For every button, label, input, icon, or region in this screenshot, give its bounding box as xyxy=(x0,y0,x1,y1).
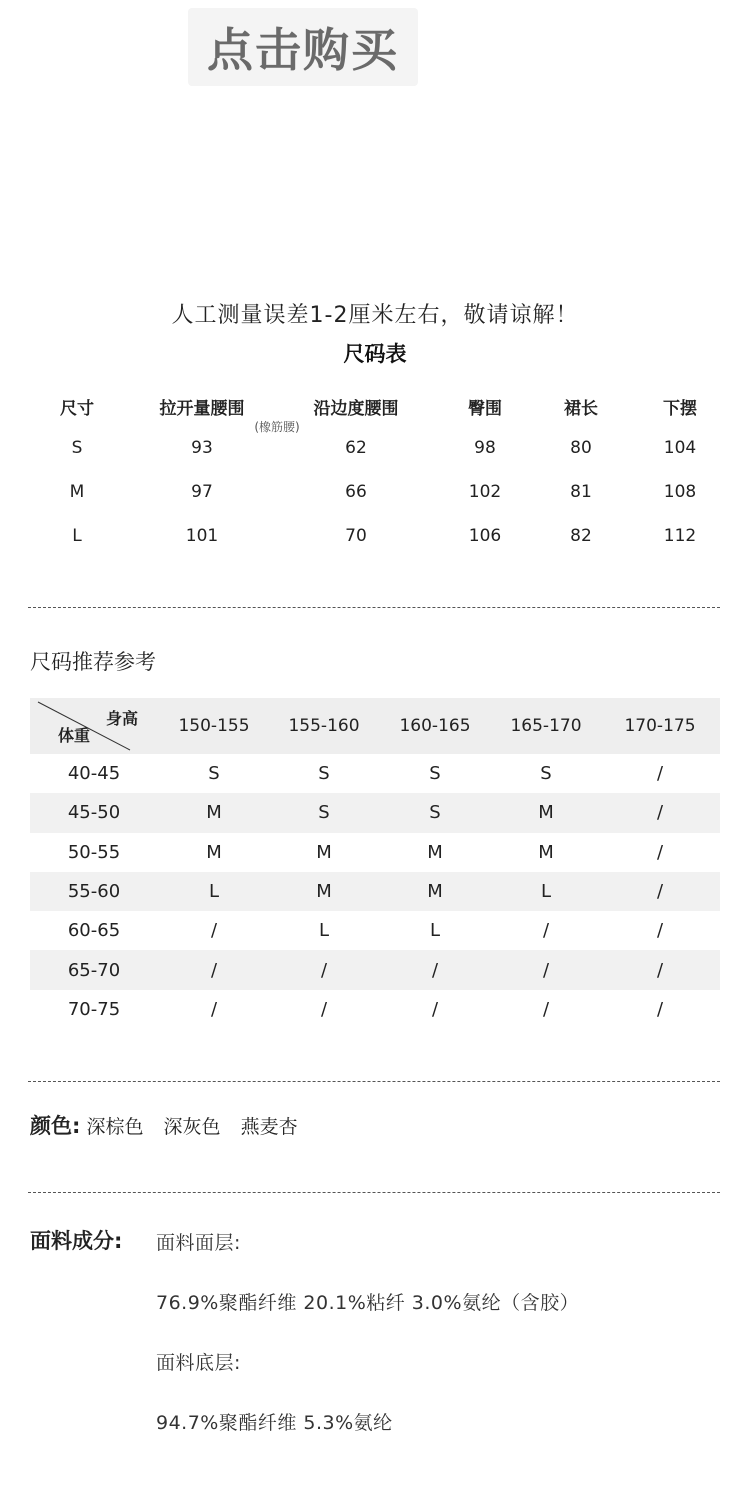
table-cell: / xyxy=(492,950,600,989)
table-cell: / xyxy=(158,911,270,950)
table-row xyxy=(30,754,720,793)
table-cell: / xyxy=(600,911,720,950)
skirt-length-header: 裙长 xyxy=(564,398,598,419)
table-row xyxy=(30,990,720,1029)
flat-waist-header: 沿边度腰围 xyxy=(313,398,399,419)
table-cell: S xyxy=(378,793,492,832)
color-row xyxy=(30,1110,312,1140)
table-cell: 62 xyxy=(345,438,367,458)
weight-cell: 45-50 xyxy=(30,793,158,832)
height-header: 165-170 xyxy=(492,698,600,754)
size-recommend-title: 尺码推荐参考 xyxy=(30,650,156,674)
table-cell: 104 xyxy=(663,438,697,458)
color-option: 深棕色 xyxy=(86,1116,144,1138)
table-row xyxy=(30,833,720,872)
recommend-corner-cell xyxy=(30,698,158,754)
buy-button-label: 点击购买 xyxy=(207,23,399,77)
table-cell: 97 xyxy=(191,482,213,502)
table-cell: / xyxy=(270,990,378,1029)
weight-cell: 60-65 xyxy=(30,911,158,950)
weight-cell: 70-75 xyxy=(30,990,158,1029)
table-cell: / xyxy=(158,990,270,1029)
table-cell: / xyxy=(600,793,720,832)
table-cell: M xyxy=(492,793,600,832)
size-chart-header-row xyxy=(22,386,728,426)
fabric-inner-content: 94.7%聚酯纤维 5.3%氨纶 xyxy=(156,1412,393,1434)
table-cell: M xyxy=(158,833,270,872)
table-cell: L xyxy=(378,911,492,950)
height-header: 150-155 xyxy=(158,698,270,754)
table-cell: / xyxy=(270,950,378,989)
measurement-notice: 人工测量误差1-2厘米左右，敬请谅解！ xyxy=(171,303,579,328)
table-cell: S xyxy=(492,754,600,793)
table-cell: 101 xyxy=(185,526,219,546)
table-row xyxy=(30,872,720,911)
buy-button[interactable] xyxy=(188,8,418,86)
table-cell: M xyxy=(69,482,85,502)
table-cell: / xyxy=(378,950,492,989)
table-cell: / xyxy=(600,990,720,1029)
color-option: 深灰色 xyxy=(163,1116,221,1138)
table-cell: S xyxy=(270,793,378,832)
table-cell: 80 xyxy=(570,438,592,458)
height-label: 身高 xyxy=(105,709,138,728)
hem-header: 下摆 xyxy=(663,398,697,419)
stretch-waist-header: 拉开量腰围 (橡筋腰) xyxy=(132,386,272,426)
table-cell: / xyxy=(600,872,720,911)
table-row xyxy=(30,950,720,989)
table-row xyxy=(22,470,728,514)
table-cell: S xyxy=(378,754,492,793)
height-header: 155-160 xyxy=(270,698,378,754)
height-header: 160-165 xyxy=(378,698,492,754)
table-cell: / xyxy=(378,990,492,1029)
table-cell: M xyxy=(158,793,270,832)
color-label: 颜色: xyxy=(30,1114,81,1138)
table-cell: / xyxy=(600,950,720,989)
table-cell: M xyxy=(378,872,492,911)
size-chart-table xyxy=(22,386,728,558)
table-cell: L xyxy=(72,526,82,546)
table-cell: / xyxy=(492,990,600,1029)
table-cell: 66 xyxy=(345,482,367,502)
table-cell: 112 xyxy=(663,526,697,546)
table-row xyxy=(22,426,728,470)
size-header: 尺寸 xyxy=(60,398,94,419)
table-cell: / xyxy=(600,833,720,872)
table-cell: 70 xyxy=(345,526,367,546)
hip-header: 臀围 xyxy=(468,398,502,419)
table-cell: / xyxy=(158,950,270,989)
table-cell: L xyxy=(270,911,378,950)
table-cell: M xyxy=(270,872,378,911)
table-cell: L xyxy=(492,872,600,911)
table-cell: 81 xyxy=(570,482,592,502)
dashed-divider xyxy=(28,607,720,608)
dashed-divider xyxy=(28,1081,720,1082)
table-cell: 102 xyxy=(468,482,502,502)
table-cell: M xyxy=(492,833,600,872)
height-header: 170-175 xyxy=(600,698,720,754)
table-cell: M xyxy=(270,833,378,872)
table-cell: 93 xyxy=(191,438,213,458)
table-row xyxy=(30,793,720,832)
weight-cell: 65-70 xyxy=(30,950,158,989)
table-cell: / xyxy=(600,754,720,793)
fabric-inner-label: 面料底层: xyxy=(156,1352,241,1374)
table-cell: 98 xyxy=(474,438,496,458)
table-cell: S xyxy=(158,754,270,793)
recommend-header-row xyxy=(30,698,720,754)
color-option: 燕麦杏 xyxy=(240,1116,298,1138)
fabric-label: 面料成分: xyxy=(30,1229,123,1253)
dashed-divider xyxy=(28,1192,720,1193)
table-cell: 108 xyxy=(663,482,697,502)
weight-cell: 40-45 xyxy=(30,754,158,793)
table-row xyxy=(30,911,720,950)
table-cell: L xyxy=(158,872,270,911)
table-row xyxy=(22,514,728,558)
table-cell: 82 xyxy=(570,526,592,546)
table-cell: M xyxy=(378,833,492,872)
table-cell: S xyxy=(71,438,83,458)
table-cell: S xyxy=(270,754,378,793)
weight-cell: 55-60 xyxy=(30,872,158,911)
fabric-outer-label: 面料面层: xyxy=(156,1232,241,1254)
elastic-waist-note: (橡筋腰) xyxy=(254,420,300,434)
table-cell: / xyxy=(492,911,600,950)
size-recommend-table xyxy=(30,698,720,1029)
weight-cell: 50-55 xyxy=(30,833,158,872)
table-cell: 106 xyxy=(468,526,502,546)
weight-label: 体重 xyxy=(58,726,91,745)
size-chart-title: 尺码表 xyxy=(343,342,407,366)
fabric-outer-content: 76.9%聚酯纤维 20.1%粘纤 3.0%氨纶（含胶） xyxy=(156,1292,580,1314)
